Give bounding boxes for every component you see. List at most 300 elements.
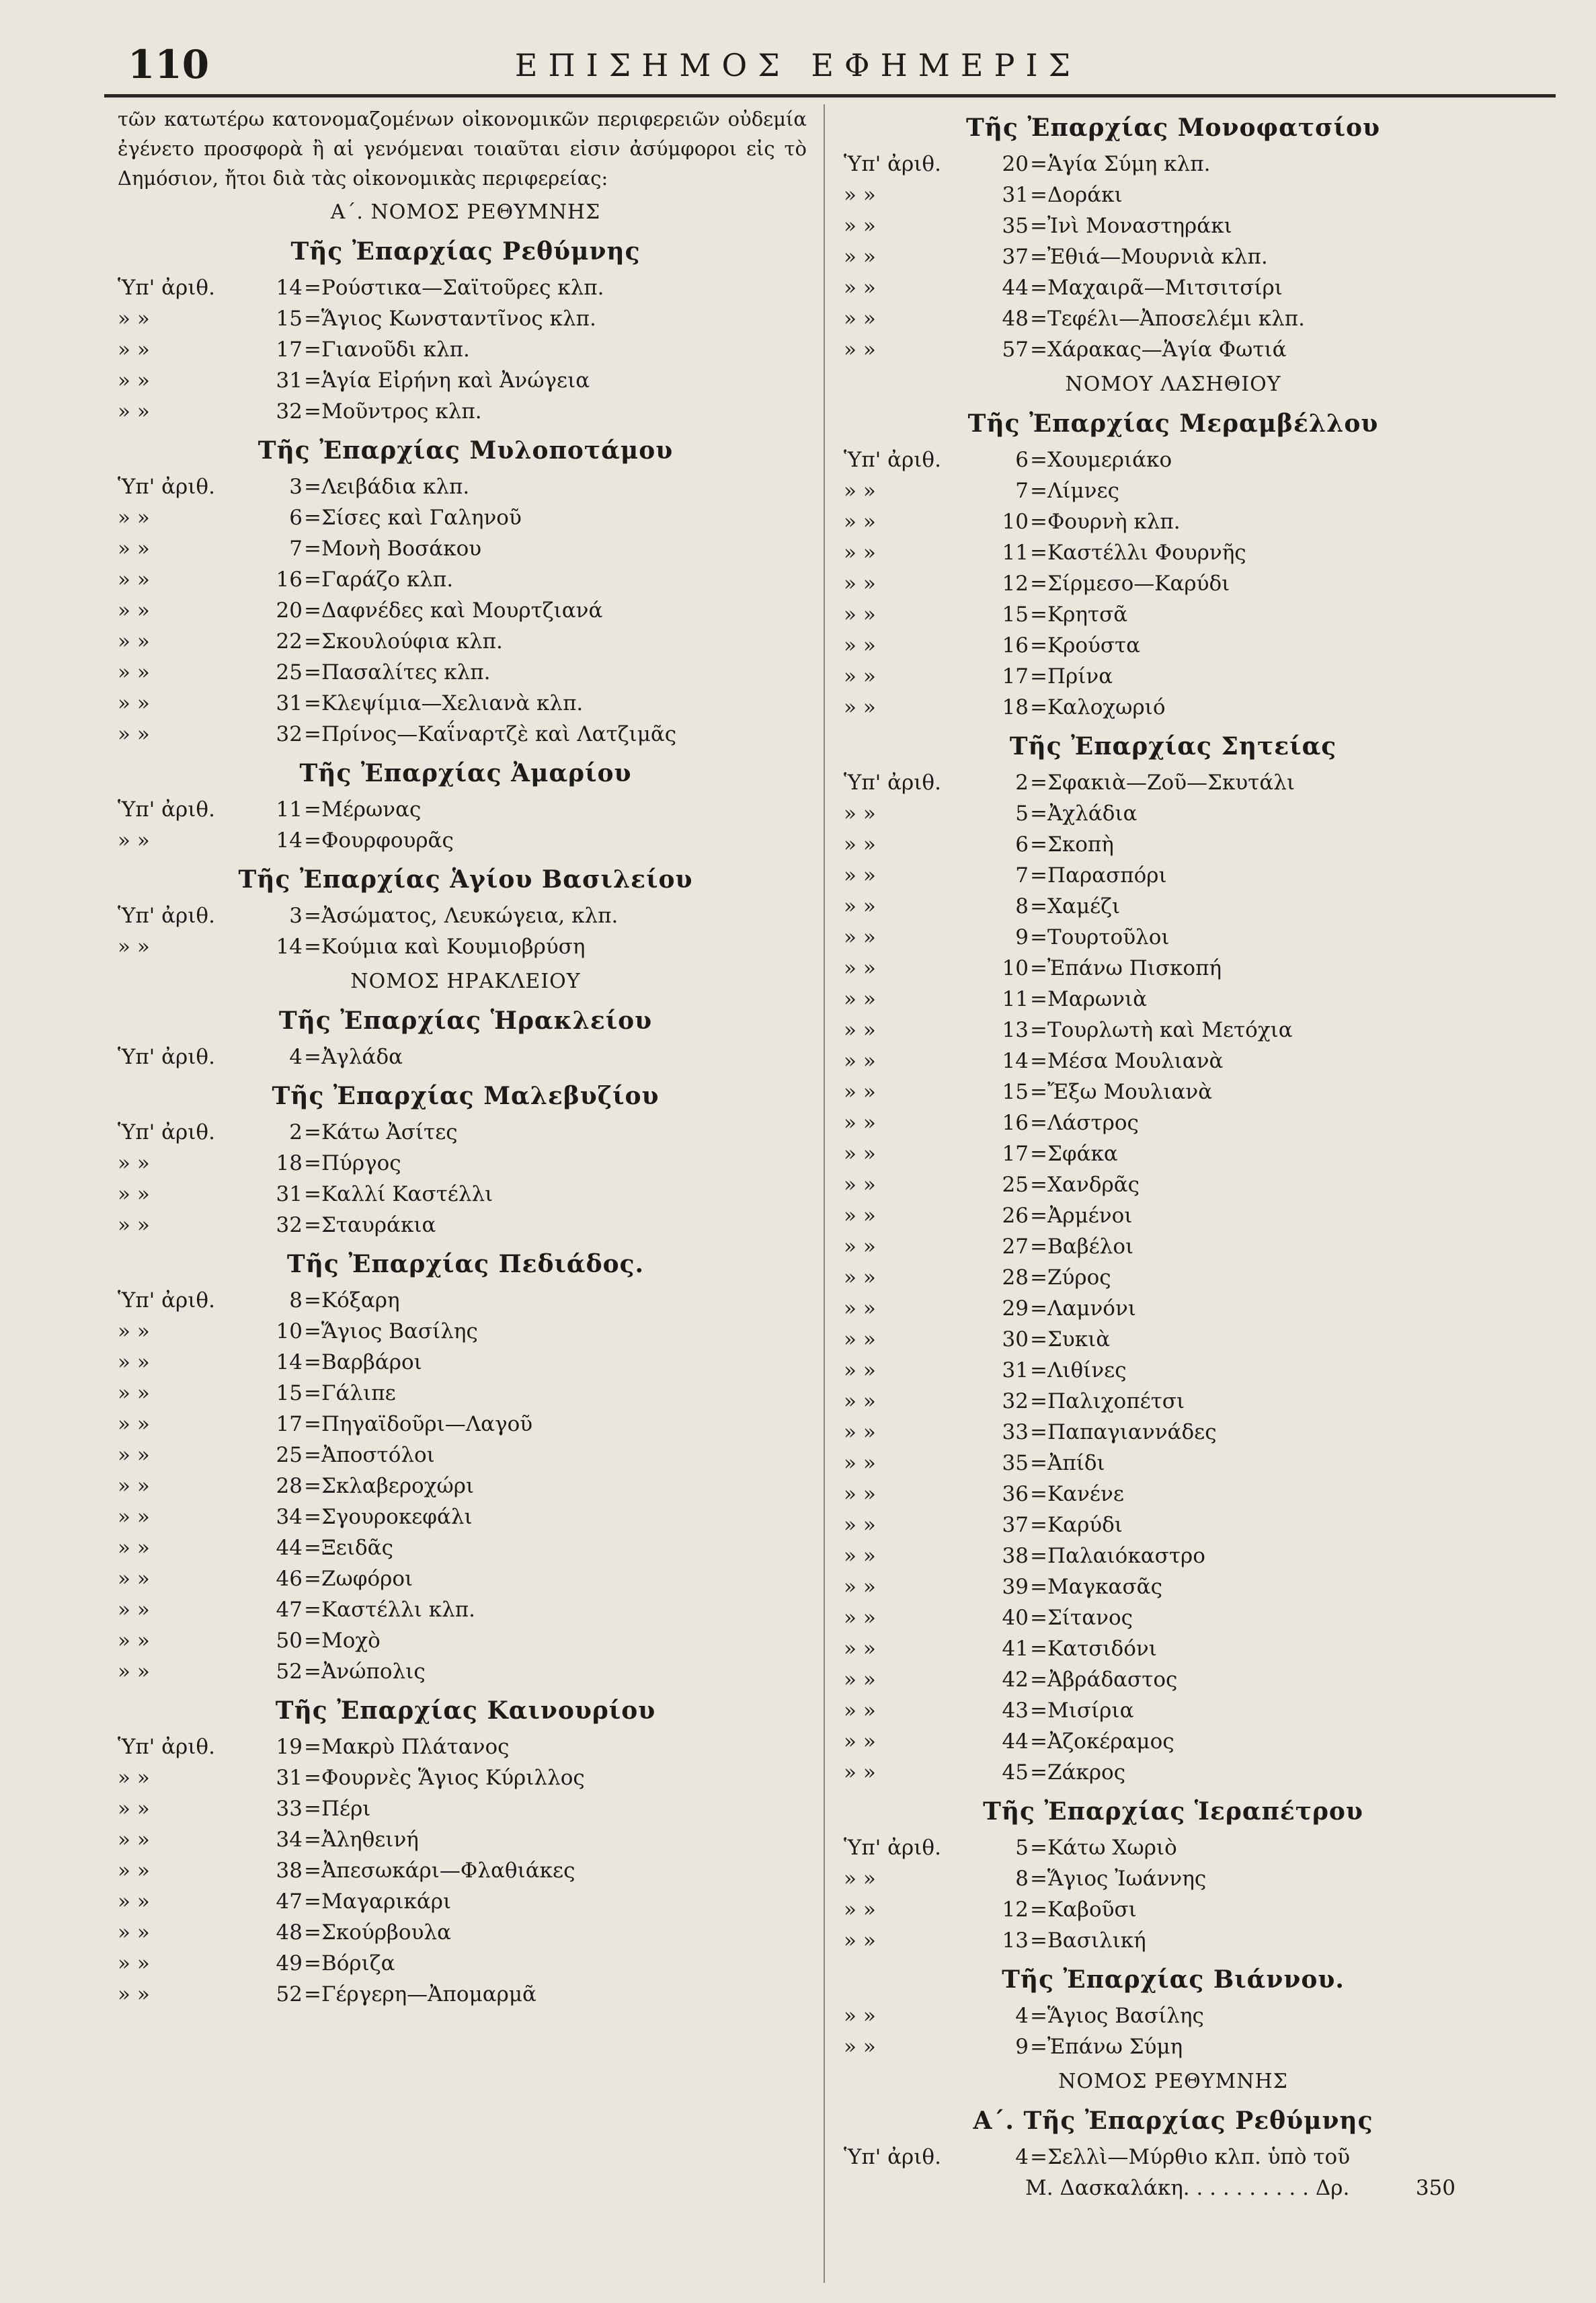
journal-title: ΕΠΙΣΗΜΟΣ ΕΦΗΜΕΡΙΣ [514, 47, 1082, 83]
entry-label: » » [844, 1235, 876, 1259]
entry-place: =Καστέλλι κλπ. [304, 1598, 475, 1622]
entry-row [844, 180, 1503, 210]
entry-number: 7 [1015, 863, 1029, 888]
entry-number: 25 [276, 1443, 303, 1467]
entry-row [844, 1479, 1503, 1510]
entry-row [118, 1316, 813, 1347]
entry-place: =Σκούρβουλα [304, 1920, 452, 1945]
entry-number: 42 [1002, 1668, 1029, 1692]
entry-label: » » [844, 1049, 876, 1073]
entry-number: 16 [1002, 1111, 1029, 1135]
eparchia-heading: Τῆς Ἐπαρχίας Ἀμαρίου [299, 759, 632, 787]
entry-label: » » [118, 1598, 150, 1622]
entry-label: » » [118, 537, 150, 561]
entry-place: =Κόξαρη [304, 1288, 400, 1313]
entry-label: » » [118, 629, 150, 654]
nomos-heading: ΝΟΜΟΣ ΡΕΘΥΜΝΗΣ [1058, 2070, 1288, 2093]
entry-place: =Μαγκασᾶς [1030, 1575, 1162, 1599]
entry-number: 31 [1002, 183, 1029, 207]
entry-row [118, 900, 813, 931]
entry-place: =Φουρφουρᾶς [304, 828, 454, 853]
entry-place: =Κρούστα [1030, 633, 1141, 658]
entry-place: =Πρίνα [1030, 664, 1113, 689]
entry-row [118, 1656, 813, 1687]
entry-place: =Μισίρια [1030, 1699, 1134, 1723]
entry-label: » » [844, 802, 876, 826]
entry-place: =Βαρβάροι [304, 1350, 422, 1374]
entry-number: 16 [276, 568, 303, 592]
entry-list [118, 1117, 813, 1241]
entry-number: 11 [1002, 987, 1029, 1011]
entry-number: 48 [276, 1920, 303, 1945]
entry-number: 9 [1015, 925, 1029, 949]
entry-number: 8 [289, 1288, 303, 1313]
entry-number: 31 [276, 368, 303, 393]
entry-label: » » [118, 1629, 150, 1653]
entry-place: =Τουρτοῦλοι [1030, 925, 1170, 949]
entry-label: » » [118, 1797, 150, 1821]
entry-label: Ὑπ' ἀριθ. [844, 1836, 941, 1860]
entry-row [844, 272, 1503, 303]
entry-row [118, 1471, 813, 1501]
entry-place: =Ἁγία Εἰρήνη καὶ Ἀνώγεια [304, 368, 590, 393]
entry-place: =Ἰνὶ Μοναστηράκι [1030, 214, 1232, 238]
entry-row [844, 767, 1503, 798]
entry-number: 5 [1015, 1836, 1029, 1860]
entry-row [844, 1757, 1503, 1788]
entry-label: » » [844, 1867, 876, 1891]
entry-label: » » [118, 368, 150, 393]
entry-place: =Σίρμεσο—Καρύδι [1030, 572, 1230, 596]
entry-row [844, 334, 1503, 365]
entry-number: 32 [1002, 1389, 1029, 1413]
entry-place: =Σκουλούφια κλπ. [304, 629, 503, 654]
entry-place: =Κούμια καὶ Κουμιοβρύση [304, 935, 586, 959]
entry-place: =Σίτανος [1030, 1606, 1133, 1630]
entry-label: Ὑπ' ἀριθ. [118, 1045, 215, 1069]
entry-place: =Σφακιὰ—Ζοῦ—Σκυτάλι [1030, 771, 1295, 795]
entry-place: =Ἔξω Μουλιανὰ [1030, 1080, 1213, 1104]
entry-place: =Ζάκρος [1030, 1760, 1126, 1785]
entry-place: =Μοχὸ [304, 1629, 381, 1653]
entry-label: » » [844, 1358, 876, 1382]
entry-number: 18 [276, 1151, 303, 1175]
entry-row [844, 1417, 1503, 1448]
entry-label: Ὑπ' ἀριθ. [118, 1288, 215, 1313]
entry-label: » » [844, 276, 876, 300]
entry-label: » » [844, 214, 876, 238]
eparchia-heading: Τῆς Ἐπαρχίας Καινουρίου [275, 1696, 656, 1725]
entry-row [118, 1501, 813, 1532]
entry-number: 25 [276, 660, 303, 685]
entry-label: » » [844, 245, 876, 269]
entry-row [844, 241, 1503, 272]
entry-list [118, 272, 813, 427]
entry-label: » » [844, 602, 876, 627]
entry-list [844, 2000, 1503, 2062]
entry-number: 33 [276, 1797, 303, 1821]
entry-label: » » [844, 987, 876, 1011]
entry-place: =Λιθίνες [1030, 1358, 1127, 1382]
entry-number: 8 [1015, 1867, 1029, 1891]
entry-label: » » [118, 1828, 150, 1852]
entry-number: 33 [1002, 1420, 1029, 1444]
entry-row [844, 303, 1503, 334]
eparchia-heading: Τῆς Ἐπαρχίας Σητείας [1009, 732, 1337, 760]
entry-number: 18 [1002, 695, 1029, 719]
entry-number: 5 [1015, 802, 1029, 826]
entry-number: 52 [276, 1660, 303, 1684]
entry-label: » » [844, 1482, 876, 1506]
entry-place: =Ἅγιος Κωνσταντῖνος κλπ. [304, 307, 596, 331]
entry-row [844, 1726, 1503, 1757]
entry-place: =Γάλιπε [304, 1381, 396, 1405]
entry-place: =Σφάκα [1030, 1142, 1118, 1166]
entry-place: =Κάτω Ἀσίτες [304, 1120, 458, 1144]
entry-place: =Φουρνὲς Ἅγιος Κύριλλος [304, 1766, 585, 1790]
price-value: 350 [1415, 2176, 1455, 2200]
entry-place: =Βόριζα [304, 1951, 395, 1976]
eparchia-heading: Τῆς Ἐπαρχίας Μεραμβέλλου [967, 409, 1379, 438]
entry-place: =Λίμνες [1030, 479, 1119, 503]
entry-number: 10 [1002, 956, 1029, 980]
entry-row [118, 719, 813, 750]
entry-number: 37 [1002, 1513, 1029, 1537]
entry-row [844, 953, 1503, 984]
entry-row [844, 829, 1503, 860]
entry-place: =Ἀληθεινή [304, 1828, 419, 1852]
entry-number: 7 [1015, 479, 1029, 503]
entry-row [844, 2000, 1503, 2031]
entry-row [118, 657, 813, 688]
entry-number: 6 [1015, 448, 1029, 472]
entry-row [118, 931, 813, 962]
entry-label: » » [844, 1668, 876, 1692]
entry-number: 32 [276, 1213, 303, 1237]
entry-label: » » [844, 956, 876, 980]
entry-row [118, 303, 813, 334]
entry-row [844, 537, 1503, 568]
entry-row [844, 210, 1503, 241]
entry-label: » » [118, 1766, 150, 1790]
entry-row [844, 568, 1503, 599]
entry-list [118, 1285, 813, 1687]
entry-label: » » [844, 1173, 876, 1197]
entry-number: 22 [276, 629, 303, 654]
entry-number: 52 [276, 1982, 303, 2006]
entry-number: 32 [276, 399, 303, 424]
entry-row [844, 1894, 1503, 1925]
entry-number: 46 [276, 1567, 303, 1591]
entry-number: 15 [1002, 1080, 1029, 1104]
entry-row [844, 692, 1503, 723]
entry-place: =Ἅγιος Βασίλης [1030, 2004, 1204, 2028]
entry-row [844, 630, 1503, 661]
entry-number: 34 [276, 1505, 303, 1529]
entry-row [118, 334, 813, 365]
entry-row [118, 1440, 813, 1471]
entry-list [844, 149, 1503, 365]
price-label: Μ. Δασκαλάκη. . . . . . . . . . Δρ. [1025, 2176, 1350, 2200]
entry-list [118, 471, 813, 750]
right-column-body [844, 112, 1503, 2203]
entry-number: 44 [1002, 1729, 1029, 1754]
entry-list [118, 900, 813, 962]
entry-row [844, 1107, 1503, 1138]
entry-label: » » [118, 1660, 150, 1684]
entry-row [844, 1832, 1503, 1863]
entry-number: 19 [276, 1735, 303, 1759]
entry-label: » » [844, 925, 876, 949]
entry-label: Ὑπ' ἀριθ. [844, 448, 941, 472]
entry-label: » » [118, 1319, 150, 1343]
entry-row [844, 1448, 1503, 1479]
entry-label: » » [844, 1729, 876, 1754]
entry-label: » » [844, 2035, 876, 2059]
entry-label: » » [118, 1182, 150, 1206]
entry-row [844, 149, 1503, 180]
entry-row [118, 626, 813, 657]
entry-number: 9 [1015, 2035, 1029, 2059]
right-column [844, 104, 1503, 2203]
header-rule [104, 94, 1556, 97]
entry-row [118, 1347, 813, 1378]
entry-label: » » [118, 1443, 150, 1467]
entry-place: =Μοῦντρος κλπ. [304, 399, 482, 424]
entry-number: 10 [276, 1319, 303, 1343]
entry-list [118, 794, 813, 856]
entry-place: =Καβοῦσι [1030, 1898, 1137, 1922]
entry-row [118, 1824, 813, 1855]
entry-list [118, 1731, 813, 2010]
entry-number: 48 [1002, 307, 1029, 331]
entry-label: » » [844, 1327, 876, 1352]
entry-number: 37 [1002, 245, 1029, 269]
entry-place: =Ἀνώπολις [304, 1660, 426, 1684]
entry-number: 41 [1002, 1637, 1029, 1661]
entry-number: 39 [1002, 1575, 1029, 1599]
entry-place: =Ἀζοκέραμος [1030, 1729, 1174, 1754]
entry-list [844, 444, 1503, 723]
entry-number: 36 [1002, 1482, 1029, 1506]
entry-place: =Ἐπάνω Σύμη [1030, 2035, 1183, 2059]
price-line [844, 2173, 1503, 2203]
entry-place: =Ξειδᾶς [304, 1536, 393, 1560]
eparchia-heading: Τῆς Ἐπαρχίας Μονοφατσίου [966, 114, 1380, 142]
entry-number: 34 [276, 1828, 303, 1852]
entry-place: =Γέργερη—Ἀπομαρμᾶ [304, 1982, 536, 2006]
entry-label: » » [844, 183, 876, 207]
entry-label: » » [844, 1544, 876, 1568]
entry-number: 31 [276, 691, 303, 715]
entry-place: =Λάστρος [1030, 1111, 1139, 1135]
entry-label: » » [844, 1265, 876, 1290]
entry-row [118, 1210, 813, 1241]
entry-place: =Ἀπίδι [1030, 1451, 1105, 1475]
entry-label: » » [118, 1920, 150, 1945]
entry-number: 14 [276, 935, 303, 959]
eparchia-heading: Τῆς Ἐπαρχίας Πεδιάδος. [286, 1250, 645, 1278]
entry-label: » » [118, 338, 150, 362]
entry-number: 14 [276, 1350, 303, 1374]
entry-number: 32 [276, 722, 303, 746]
entry-place: =Λειβάδια κλπ. [304, 475, 470, 499]
entry-label: » » [118, 1474, 150, 1498]
entry-row [844, 1077, 1503, 1107]
entry-place: =Φουρνὴ κλπ. [1030, 510, 1181, 534]
entry-number: 44 [276, 1536, 303, 1560]
entry-number: 12 [1002, 1898, 1029, 1922]
entry-label: Ὑπ' ἀριθ. [118, 797, 215, 822]
entry-place: =Ἐθιά—Μουρνιὰ κλπ. [1030, 245, 1268, 269]
entry-number: 31 [276, 1766, 303, 1790]
entry-label: » » [844, 832, 876, 857]
entry-number: 8 [1015, 894, 1029, 919]
entry-label: » » [118, 1151, 150, 1175]
entry-label: » » [844, 1389, 876, 1413]
entry-row [844, 1925, 1503, 1956]
entry-label: » » [844, 479, 876, 503]
entry-place: =Πρίνος—Καΐναρτζὲ καὶ Λατζιμᾶς [304, 722, 677, 746]
entry-row [118, 1594, 813, 1625]
entry-number: 31 [276, 1182, 303, 1206]
entry-label: Ὑπ' ἀριθ. [118, 276, 215, 300]
entry-row [844, 1015, 1503, 1046]
entry-row [844, 1200, 1503, 1231]
entry-label: » » [844, 863, 876, 888]
entry-label: » » [118, 1982, 150, 2006]
entry-number: 6 [1015, 832, 1029, 857]
entry-place: =Μαγαρικάρι [304, 1889, 452, 1914]
entry-place: =Ἀγλάδα [304, 1045, 403, 1069]
entry-number: 28 [1002, 1265, 1029, 1290]
entry-row [118, 825, 813, 856]
entry-row [844, 2142, 1503, 2173]
entry-list [844, 2142, 1503, 2173]
entry-place: =Ἀβράδαστος [1030, 1668, 1178, 1692]
entry-label: » » [844, 338, 876, 362]
entry-number: 57 [1002, 338, 1029, 362]
eparchia-heading: Τῆς Ἐπαρχίας Μυλοποτάμου [257, 436, 674, 465]
entry-number: 15 [276, 307, 303, 331]
entry-label: » » [118, 691, 150, 715]
entry-place: =Ἅγιος Ἰωάννης [1030, 1867, 1207, 1891]
entry-number: 50 [276, 1629, 303, 1653]
entry-label: » » [844, 1420, 876, 1444]
entry-label: Ὑπ' ἀριθ. [844, 152, 941, 176]
entry-number: 38 [276, 1859, 303, 1883]
entry-row [118, 272, 813, 303]
entry-row [844, 475, 1503, 506]
entry-row [844, 798, 1503, 829]
entry-row [844, 1863, 1503, 1894]
entry-number: 27 [1002, 1235, 1029, 1259]
entry-number: 15 [276, 1381, 303, 1405]
entry-place: =Κλεψίμια—Χελιανὰ κλπ. [304, 691, 584, 715]
entry-row [118, 1148, 813, 1179]
entry-place: =Ἅγιος Βασίλης [304, 1319, 478, 1343]
entry-label: Ὑπ' ἀριθ. [118, 1735, 215, 1759]
entry-row [844, 1540, 1503, 1571]
entry-label: » » [844, 1760, 876, 1785]
entry-place: =Χουμεριάκο [1030, 448, 1172, 472]
entry-number: 17 [276, 1412, 303, 1436]
entry-row [118, 1117, 813, 1148]
entry-place: =Μέρωνας [304, 797, 422, 822]
entry-number: 12 [1002, 572, 1029, 596]
entry-label: » » [844, 1606, 876, 1630]
entry-place: =Κατσιδόνι [1030, 1637, 1157, 1661]
entry-label: » » [844, 1637, 876, 1661]
entry-row [118, 1042, 813, 1072]
left-column [118, 104, 813, 2010]
entry-place: =Βαβέλοι [1030, 1235, 1134, 1259]
entry-place: =Βασιλική [1030, 1928, 1146, 1953]
entry-row [118, 688, 813, 719]
entry-place: =Χανδρᾶς [1030, 1173, 1140, 1197]
entry-place: =Μέσα Μουλιανὰ [1030, 1049, 1224, 1073]
entry-label: » » [844, 1928, 876, 1953]
column-divider [824, 104, 825, 2283]
entry-place: =Μαρωνιὰ [1030, 987, 1148, 1011]
entry-number: 49 [276, 1951, 303, 1976]
entry-place: =Σελλὶ—Μύρθιο κλπ. ὑπὸ τοῦ [1030, 2145, 1351, 2169]
entry-place: =Τεφέλι—Ἀποσελέμι κλπ. [1030, 307, 1306, 331]
page-number: 110 [128, 42, 210, 87]
entry-number: 13 [1002, 1928, 1029, 1953]
entry-place: =Παρασπόρι [1030, 863, 1167, 888]
entry-label: » » [844, 1142, 876, 1166]
entry-place: =Δοράκι [1030, 183, 1123, 207]
entry-row [118, 1979, 813, 2010]
entry-row [118, 1948, 813, 1979]
entry-place: =Ζωφόροι [304, 1567, 413, 1591]
entry-place: =Ἀπεσωκάρι—Φλαθιάκες [304, 1859, 575, 1883]
entry-label: » » [844, 2004, 876, 2028]
entry-label: Ὑπ' ἀριθ. [844, 2145, 941, 2169]
entry-number: 20 [276, 598, 303, 623]
entry-label: » » [844, 1111, 876, 1135]
entry-label: » » [118, 935, 150, 959]
entry-place: =Ἀσώματος, Λευκώγεια, κλπ. [304, 904, 619, 928]
entry-place: =Τουρλωτὴ καὶ Μετόχια [1030, 1018, 1293, 1042]
entry-label: » » [118, 660, 150, 685]
entry-label: » » [844, 572, 876, 596]
entry-label: » » [844, 1451, 876, 1475]
entry-number: 3 [289, 904, 303, 928]
entry-label: Ὑπ' ἀριθ. [844, 771, 941, 795]
entry-label: » » [844, 541, 876, 565]
entry-place: =Ρούστικα—Σαϊτοῦρες κλπ. [304, 276, 604, 300]
entry-label: » » [118, 1889, 150, 1914]
entry-label: » » [844, 1296, 876, 1321]
entry-row [844, 506, 1503, 537]
entry-number: 17 [276, 338, 303, 362]
entry-row [118, 471, 813, 502]
entry-place: =Σγουροκεφάλι [304, 1505, 473, 1529]
entry-label: Ὑπ' ἀριθ. [118, 1120, 215, 1144]
entry-place: =Σκοπὴ [1030, 832, 1114, 857]
entry-label: » » [844, 664, 876, 689]
entry-place: =Παλαιόκαστρο [1030, 1544, 1205, 1568]
entry-place: =Πέρι [304, 1797, 371, 1821]
entry-place: =Χάρακας—Ἁγία Φωτιά [1030, 338, 1287, 362]
eparchia-heading: Τῆς Ἐπαρχίας Ἱεραπέτρου [983, 1797, 1363, 1826]
entry-label: » » [118, 1951, 150, 1976]
entry-row [844, 984, 1503, 1015]
entry-row [844, 1138, 1503, 1169]
entry-label: » » [844, 1575, 876, 1599]
